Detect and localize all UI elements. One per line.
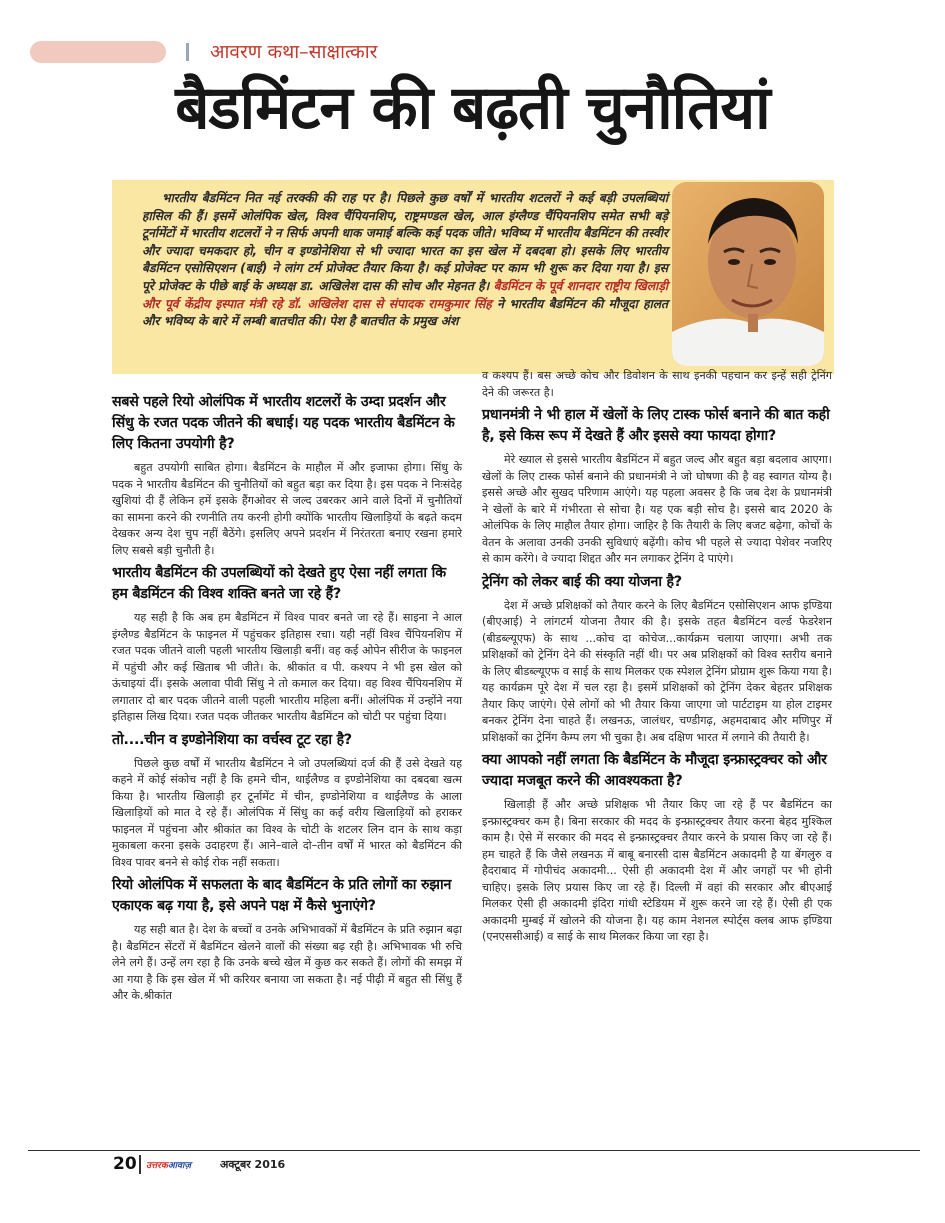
section-pill — [30, 41, 166, 63]
column-right — [482, 368, 832, 949]
intro-body: भारतीय बैडमिंटन नित नई तरक्की की राह पर है। पिछले कुछ वर्षों में भारतीय शटलरों ने कई बड़ी उपलब्धियां हासिल की हैं। इसमें ओलंपिक खेल, विश्व चैंपियनशिप, राष्ट्रमण्डल खेल, आल इंग्लैण्ड चैंपियनशिप समेत सभी बड़े टूर्नामेंटों में भारतीय शटलरों ने न सिर्फ अपनी धाक जमाई बल्कि कई पदक जीते। भविष्य में भारतीय बैडमिंटन की तस्वीर और ज्यादा चमकदार हो, चीन व इण्डोनेशिया से भी ज्यादा भारत का इस खेल में दबदबा हो। इसके लिए भारतीय बैडमिंटन एसोसिएशन (बाई) ने लांग टर्म प्रोजेक्ट तैयार किया है। कई प्रोजेक्ट पर काम भी शुरू कर दिया गया है। इस पूरे प्रोजेक्ट के पीछे बाई के अध्यक्ष डा. अखिलेश दास की सोच और मेहनत है। — [142, 191, 668, 293]
answer-4: यह सही बात है। देश के बच्चों व उनके अभिभावकों में बैडमिंटन के प्रति रुझान बढ़ा है। बैडमिंटन सेंटरों में बैडमिंटन खेलने वालों की संख्या बढ़ रही है। अभिभावक भी रुचि लेने लगे हैं। उन्हें लग रहा है कि उनके बच्चे खेल में कुछ कर सकते हैं। लोगों की समझ में आ गया है कि इस खेल में भी करियर बनाया जा सकता है। नई पीढ़ी में बहुत सी सिंधु हैं और के.श्रीकांत — [112, 923, 462, 1002]
brand-part-b: आवाज़ — [167, 1161, 191, 1171]
page-number: 20 — [113, 1154, 137, 1174]
answer-1: बहुत उपयोगी साबित होगा। बैडमिंटन के माहौल में और इजाफा होगा। सिंधु के पदक ने भारतीय बैडमिंटन की चुनौतियों को बहुत बड़ा कर दिया है। इस पदक ने निःसंदेह खुशियां दी हैं लेकिन हमें इसके हैंगओवर से जल्द उबरकर आने वाले दिनों में चुनौतियों का सामना करने की रणनीति तय करनी होगी क्योंकि भारतीय खिलाड़ियों के बढ़ते कदम देखकर अन्य देश चुप नहीं बैठेंगे। इसलिए अपने प्रदर्शन में निरंतरता बनाए रखना हमारे लिए सबसे बड़ी चुनौती है। — [112, 461, 462, 557]
brand-part-a: उत्तरक — [146, 1161, 168, 1171]
question-3: तो....चीन व इण्डोनेशिया का वर्चस्व टूट रहा है? — [112, 731, 352, 748]
interviewee-photo — [672, 182, 824, 366]
magazine-brand — [146, 1158, 191, 1171]
intro-highlight: बैडमिंटन के पूर्व शानदार राष्ट्रीय खिलाड़ी और पूर्व केंद्रीय इस्पात मंत्री रहे डॉ. अखिलेश दास से संपादक रामकुमार सिंह — [142, 278, 669, 311]
question-4: रियो ओलंपिक में सफलता के बाद बैडमिंटन के प्रति लोगों का रुझान एकाएक बढ़ गया है, इसे अपने पक्ष में कैसे भुनाएंगे? — [112, 877, 452, 914]
answer-4-continued: व कश्यप हैं। बस अच्छे कोच और डिवोशन के साथ इनकी पहचान कर इन्हें सही ट्रेनिंग देने की जरूरत है। — [482, 369, 832, 399]
portrait-image — [672, 182, 824, 366]
section-separator — [186, 43, 189, 61]
issue-month: अक्टूबर 2016 — [220, 1158, 286, 1171]
question-7: क्या आपको नहीं लगता कि बैडमिंटन के मौजूदा इन्फ्रास्ट्रक्चर को और ज्यादा मजबूत करने की आवश्यकता है? — [482, 752, 827, 789]
answer-7: खिलाड़ी हैं और अच्छे प्रशिक्षक भी तैयार किए जा रहे हैं पर बैडमिंटन का इन्फ्रास्ट्रक्चर कम है। बिना सरकार की मदद के इन्फ्रास्ट्रक्चर तैयार करना बेहद मुश्किल काम है। ऐसे में सरकार की मदद से इन्फ्रास्ट्रक्चर तैयार करने के प्रयास किए जा रहे हैं। हम चाहते हैं कि जैसे लखनऊ में बाबू बनारसी दास बैडमिंटन अकादमी है या बेंगलुरु व हैदराबाद में गोपीचंद अकादमी... ऐसी ही अकादमी देश में और जगहों पर भी होनी चाहिए। इसके लिए प्रयास किए जा रहे हैं। दिल्ली में वहां की सरकार और बीएआई मिलकर ऐसी ही अकादमी इंदिरा गांधी स्टेडियम में शुरू करने जा रहे हैं। ऐसी ही एक अकादमी मुम्बई में खोलने की योजना है। यह काम नेशनल स्पोर्ट्स क्लब आफ इण्डिया (एनएससीआई) व साई के साथ मिलकर किया जा रहा है। — [482, 798, 832, 943]
intro-box — [112, 180, 834, 374]
question-2: भारतीय बैडमिंटन की उपलब्धियों को देखते हुए ऐसा नहीं लगता कि हम बैडमिंटन की विश्व शक्ति बनते जा रहे हैं? — [112, 565, 446, 602]
answer-3: पिछले कुछ वर्षों में भारतीय बैडमिंटन ने जो उपलब्धियां दर्ज की हैं उसे देखते यह कहने में कोई संकोच नहीं है कि हमने चीन, थाईलैण्ड व इण्डोनेशिया का दबदबा खत्म किया है। भारतीय खिलाड़ी हर टूर्नामेंट में चीन, इण्डोनेशिया व थाईलैण्ड के आला खिलाड़ियों को मात दे रहे हैं। ओलंपिक में सिंधु का कई वरीय खिलाड़ियों को हराकर फाइनल में पहुंचना और श्रीकांत का विश्व के चोटी के शटलर लिन दान के साथ कड़ा मुकाबला करना इसके उदाहरण हैं। आने–वाले दो–तीन वर्षों में भारत को बैडमिंटन की विश्व पावर बनने से कोई रोक नहीं सकता। — [112, 756, 462, 869]
answer-2: यह सही है कि अब हम बैडमिंटन में विश्व पावर बनते जा रहे हैं। साइना ने आल इंग्लैण्ड बैडमिंटन के फाइनल में पहुंचकर इतिहास रचा। यही नहीं विश्व चैंपियनशिप में रजत पदक जीतने वाली पहली भारतीय खिलाड़ी बनीं। वह कई ओपेन सीरीज के फाइनल में पहुंची और कई खिताब भी जीते। के. श्रीकांत व पी. कश्यप ने भी इस खेल को ऊंचाइयां दीं। इसके अलावा पीवी सिंधु ने तो कमाल कर दिया। वह विश्व चैंपियनशिप में लगातार दो बार पदक जीतने वाली पहली भारतीय महिला बनीं। ओलंपिक में उन्होंने नया इतिहास लिख दिया। रजत पदक जीतकर भारतीय बैडमिंटन को चोटी पर पहुंचा दिया। — [112, 611, 462, 723]
question-5: प्रधानमंत्री ने भी हाल में खेलों के लिए टास्क फोर्स बनाने की बात कही है, इसे किस रूप में देखते हैं और इससे क्या फायदा होगा? — [482, 407, 830, 444]
answer-5: मेरे ख्याल से इससे भारतीय बैडमिंटन में बहुत जल्द और बहुत बड़ा बदलाव आएगा। खेलों के लिए टास्क फोर्स बनाने की प्रधानमंत्री ने जो घोषणा की है वह स्वागत योग्य है। इससे अच्छे और सुखद परिणाम आएंगे। यह पहला अवसर है कि जब देश के प्रधानमंत्री ने खेलों के बारे में गंभीरता से सोचा है। यह एक बड़ी सोच है। इससे बाद 2020 के ओलंपिक के लिए माहौल तैयार होगा। जाहिर है कि तैयारी के लिए बजट बढ़ेगा, कोचों के वेतन के अलावा उनकी उनकी सुविधाएं बढ़ेंगी। कोच भी पहले से ज्यादा पेशेवर नजरिए से काम करेंगे। वे ज्यादा शिद्दत और मन लगाकर ट्रेनिंग दे पाएंगे। — [482, 453, 832, 565]
answer-6: देश में अच्छे प्रशिक्षकों को तैयार करने के लिए बैडमिंटन एसोसिएशन आफ इण्डिया (बीएआई) ने लांगटर्म योजना तैयार की है। इसके तहत बैडमिंटन वर्ल्ड फेडरेशन (बीडब्ल्यूएफ) के साथ ...कोच दा कोचेज...कार्यक्रम चलाया जाएगा। अभी तक प्रशिक्षकों को ट्रेनिंग देने की संस्कृति नहीं थी। पर अब प्रशिक्षकों को विश्व स्तरीय बनाने के लिए बीडब्ल्यूएफ व साई के साथ मिलकर एक स्पेशल ट्रेनिंग प्रोग्राम शुरू किया गया है। यह कार्यक्रम पूरे देश में चल रहा है। इसमें प्रशिक्षकों को ट्रेनिंग देकर बेहतर प्रशिक्षक तैयार किए जाएंगे। ऐसे लोगों को भी तैयार किया जाएगा जो पार्टटाइम या होल टाइमर बनकर ट्रेनिंग देना चाहते हैं। लखनऊ, जालंधर, चण्डीगढ़, अहमदाबाद और मणिपुर में प्रशिक्षकों का ट्रेनिंग कैम्प लग भी चुका है। अब दक्षिण भारत में लगाने की तैयारी है। — [482, 598, 832, 744]
footer-rule — [28, 1150, 920, 1151]
question-1: सबसे पहले रियो ओलंपिक में भारतीय शटलरों के उम्दा प्रदर्शन और सिंधु के रजत पदक जीतने की बधाई। यह पदक भारतीय बैडमिंटन के लिए कितना उपयोगी है? — [112, 394, 455, 452]
intro-tail: ने भारतीय बैडमिंटन की मौजूदा हालत और भविष्य के बारे में लम्बी बातचीत की। पेश है बातचीत के प्रमुख अंश — [142, 296, 669, 329]
column-left — [112, 388, 462, 1008]
intro-text — [142, 190, 668, 331]
footer-separator — [139, 1155, 141, 1174]
section-label: आवरण कथा–साक्षात्कार — [210, 41, 378, 63]
question-6: ट्रेनिंग को लेकर बाई की क्या योजना है? — [482, 573, 682, 590]
headline: बैडमिंटन की बढ़ती चुनौतियां — [175, 73, 770, 143]
